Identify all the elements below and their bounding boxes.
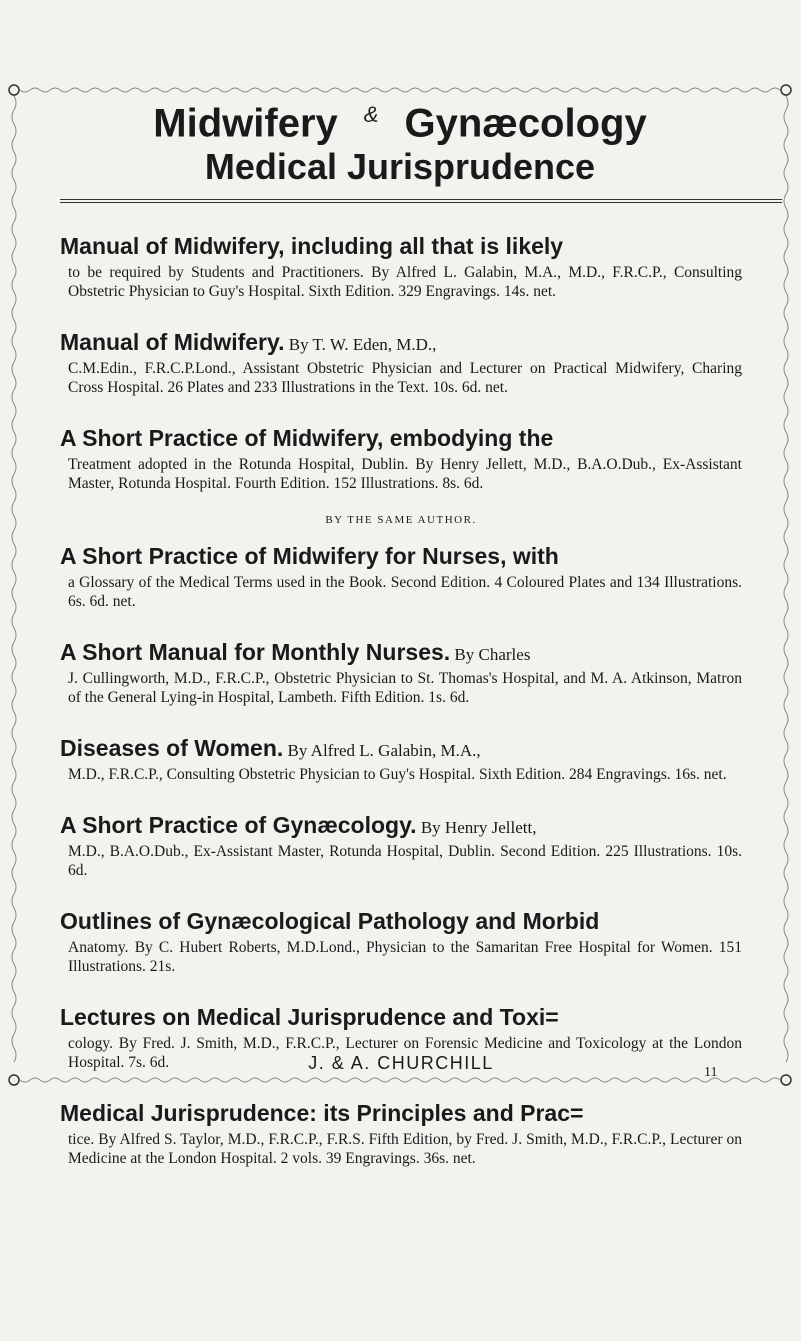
entry-title: A Short Practice of Midwifery for Nurses, with bbox=[60, 543, 559, 569]
page-header bbox=[60, 92, 740, 188]
book-entry bbox=[60, 907, 742, 976]
book-entry bbox=[60, 1099, 742, 1168]
entry-title: Diseases of Women. bbox=[60, 735, 284, 761]
book-entry bbox=[60, 811, 742, 880]
entry-title: A Short Practice of Midwifery, embodying the bbox=[60, 425, 554, 451]
entry-byline: By Alfred L. Galabin, M.A., bbox=[283, 741, 481, 760]
entry-body: a Glossary of the Medical Terms used in the Book. Second Edition. 4 Coloured Plates and 134 Illustrations. 6s. 6d. net. bbox=[68, 574, 742, 610]
book-entry bbox=[60, 542, 742, 611]
entry-body: cology. By Fred. J. Smith, M.D., F.R.C.P., Lecturer on Forensic Medicine and Toxicology at the London Hospital. 7s. 6d. bbox=[68, 1035, 742, 1071]
ampersand: & bbox=[363, 102, 379, 127]
book-entry bbox=[60, 424, 742, 493]
entry-title: Manual of Midwifery. bbox=[60, 329, 285, 355]
publisher-footer: J. & A. CHURCHILL bbox=[308, 1053, 494, 1073]
book-entry bbox=[60, 638, 742, 707]
corner-ring-icon bbox=[781, 85, 791, 95]
entry-title: Manual of Midwifery, including all that is likely bbox=[60, 233, 564, 259]
entry-body: M.D., F.R.C.P., Consulting Obstetric Physician to Guy's Hospital. Sixth Edition. 284 Engravings. 16s. net. bbox=[68, 766, 727, 783]
header-gynaecology: Gynæcology bbox=[404, 101, 647, 146]
book-entry bbox=[60, 328, 742, 397]
entry-body: Treatment adopted in the Rotunda Hospital, Dublin. By Henry Jellett, M.D., B.A.O.Dub., Ex-Assistant Master, Rotunda Hospital. Fourth Edition. 152 Illustrations. 8s. 6d. bbox=[68, 456, 742, 492]
page-number: 11 bbox=[704, 1065, 718, 1080]
entry-title: A Short Manual for Monthly Nurses. bbox=[60, 639, 451, 665]
entry-body: to be required by Students and Practitioners. By Alfred L. Galabin, M.A., M.D., F.R.C.P., Consulting Obstetric Physician to Guy's Hospital. Sixth Edition. 329 Engravings. 14s. net. bbox=[68, 264, 742, 300]
header-line-2: Medical Jurisprudence bbox=[204, 146, 596, 188]
entry-byline: By Charles bbox=[450, 645, 531, 664]
header-midwifery: Midwifery bbox=[153, 101, 338, 146]
book-list bbox=[60, 232, 742, 1195]
same-author-note: BY THE SAME AUTHOR. bbox=[325, 514, 477, 526]
header-divider bbox=[60, 199, 782, 203]
entry-body: Anatomy. By C. Hubert Roberts, M.D.Lond., Physician to the Samaritan Free Hospital for Women. 151 Illustrations. 21s. bbox=[68, 939, 742, 975]
entry-title: A Short Practice of Gynæcology. bbox=[60, 812, 417, 838]
corner-ring-icon bbox=[781, 1075, 791, 1085]
corner-ring-icon bbox=[9, 1075, 19, 1085]
entry-body: C.M.Edin., F.R.C.P.Lond., Assistant Obstetric Physician and Lecturer on Practical Midwifery, Charing Cross Hospital. 26 Plates and 233 Illustrations in the Text. 10s. 6d. net. bbox=[68, 360, 742, 396]
entry-byline: By Henry Jellett, bbox=[416, 818, 537, 837]
entry-body: M.D., B.A.O.Dub., Ex-Assistant Master, Rotunda Hospital, Dublin. Second Edition. 225 Illustrations. 10s. 6d. bbox=[68, 843, 742, 879]
book-entry bbox=[60, 232, 742, 301]
corner-ring-icon bbox=[9, 85, 19, 95]
entry-byline: By T. W. Eden, M.D., bbox=[284, 335, 437, 354]
entry-title: Medical Jurisprudence: its Principles and Prac= bbox=[60, 1100, 584, 1126]
entry-body: tice. By Alfred S. Taylor, M.D., F.R.C.P., F.R.S. Fifth Edition, by Fred. J. Smith, M.D., F.R.C.P., Lecturer on Medicine at the London Hospital. 2 vols. 39 Engravings. 36s. net. bbox=[68, 1131, 742, 1167]
entry-title: Lectures on Medical Jurisprudence and Toxi= bbox=[60, 1004, 559, 1030]
book-entry bbox=[60, 734, 742, 784]
header-line-1 bbox=[60, 92, 740, 146]
entry-body: J. Cullingworth, M.D., F.R.C.P., Obstetric Physician to St. Thomas's Hospital, and M. A. Atkinson, Matron of the General Lying-in Hospital, Lambeth. Fifth Edition. 1s. 6d. bbox=[68, 670, 742, 706]
entry-title: Outlines of Gynæcological Pathology and Morbid bbox=[60, 908, 600, 934]
